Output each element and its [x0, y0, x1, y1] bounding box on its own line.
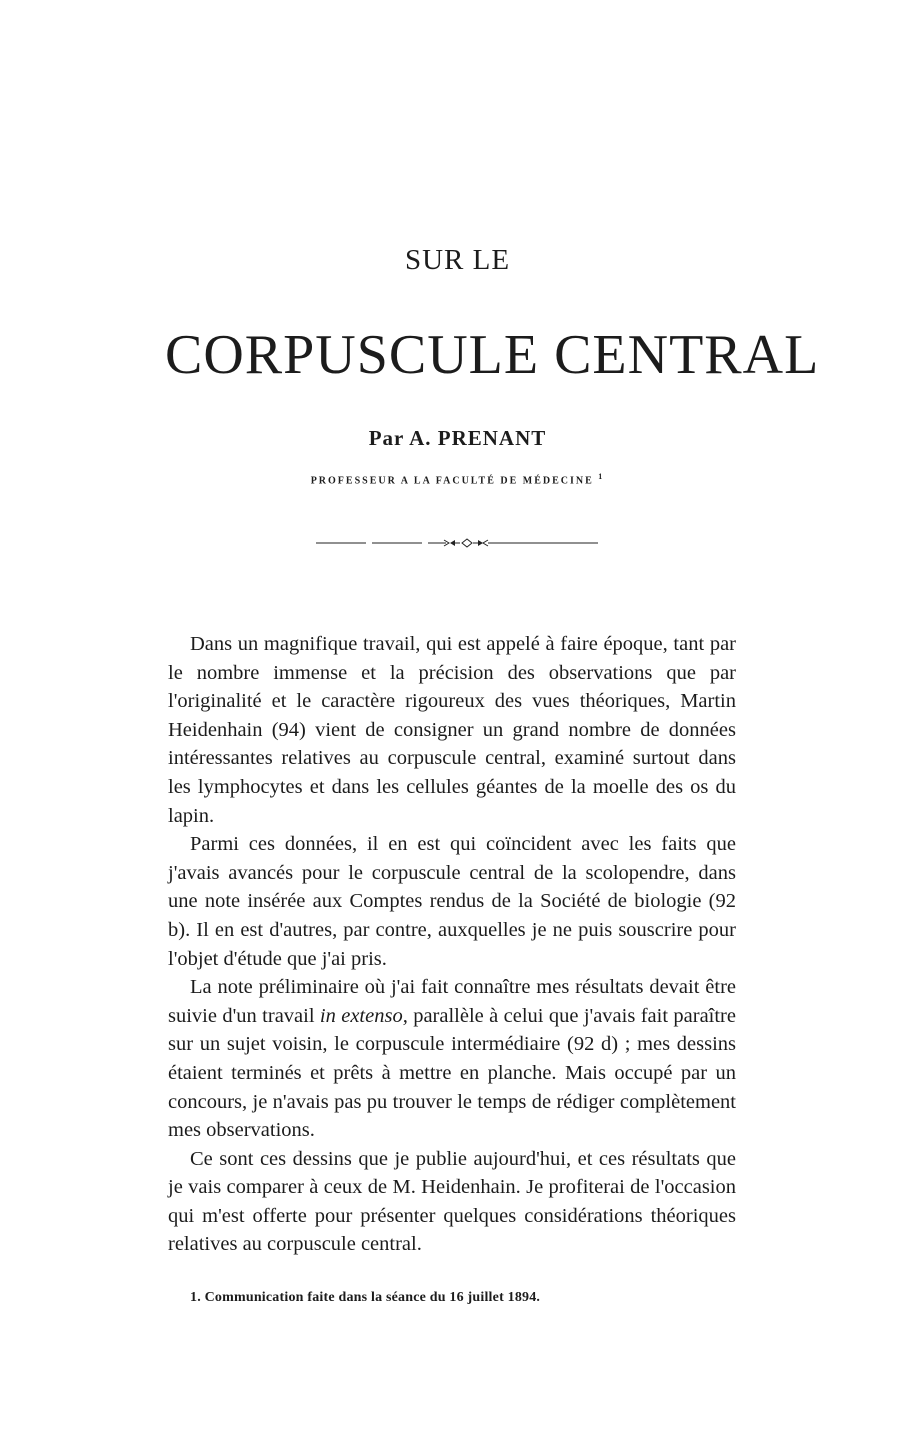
footnote: 1. Communication faite dans la séance du 16 juillet 1894.	[190, 1290, 541, 1305]
decorative-rule-icon	[316, 536, 598, 550]
paragraph-4: Ce sont ces dessins que je publie aujourd'hui, et ces résultats que je vais comparer à ceux de M. Heidenhain. Je profiterai de l'occasion qui m'est offerte pour présenter quelques considérations théoriques relatives au corpuscule central.	[168, 1147, 736, 1256]
paragraph-3-after: parallèle à celui que j'avais fait paraître sur un sujet voisin, le corpuscule intermédiaire (92 d) ; mes dessins étaient terminés et prêts à mettre en planche. Mais occupé par un concours, je n'avais pas pu trouver le temps de rédiger complètement mes observations.	[168, 1004, 736, 1142]
title-prefix: SUR LE	[404, 244, 511, 276]
body-text	[168, 630, 736, 1259]
footnote-marker: 1	[598, 472, 605, 481]
paragraph-2: Parmi ces données, il en est qui coïncident avec les faits que j'avais avancés pour le corpuscule central de la scolopendre, dans une note insérée aux Comptes rendus de la Société de biologie (92 b). Il en est d'autres, par contre, auxquelles je ne puis souscrire pour l'objet d'étude que j'ai pris.	[168, 833, 736, 970]
paragraph-1: Dans un magnifique travail, qui est appelé à faire époque, tant par le nombre immense et la précision des observations que par l'originalité et le caractère rigoureux des vues théoriques, Martin Heidenhain (94) vient de consigner un grand nombre de données intéressantes relatives au corpuscule central, examiné surtout dans les lymphocytes et dans les cellules géantes de la moelle des os du lapin.	[168, 633, 736, 827]
author-line: Par A. PRENANT	[368, 426, 547, 450]
page-title: CORPUSCULE CENTRAL	[165, 324, 820, 386]
author-affiliation	[0, 472, 915, 486]
paragraph-3-before: La note préliminaire où j'ai fait connaître mes résultats devait être suivie d'un travail	[168, 976, 736, 1027]
paragraph-3-italic: in extenso,	[319, 1004, 408, 1027]
paragraph-3	[168, 973, 736, 1145]
affiliation-text: PROFESSEUR A LA FACULTÉ DE MÉDECINE	[310, 475, 594, 487]
